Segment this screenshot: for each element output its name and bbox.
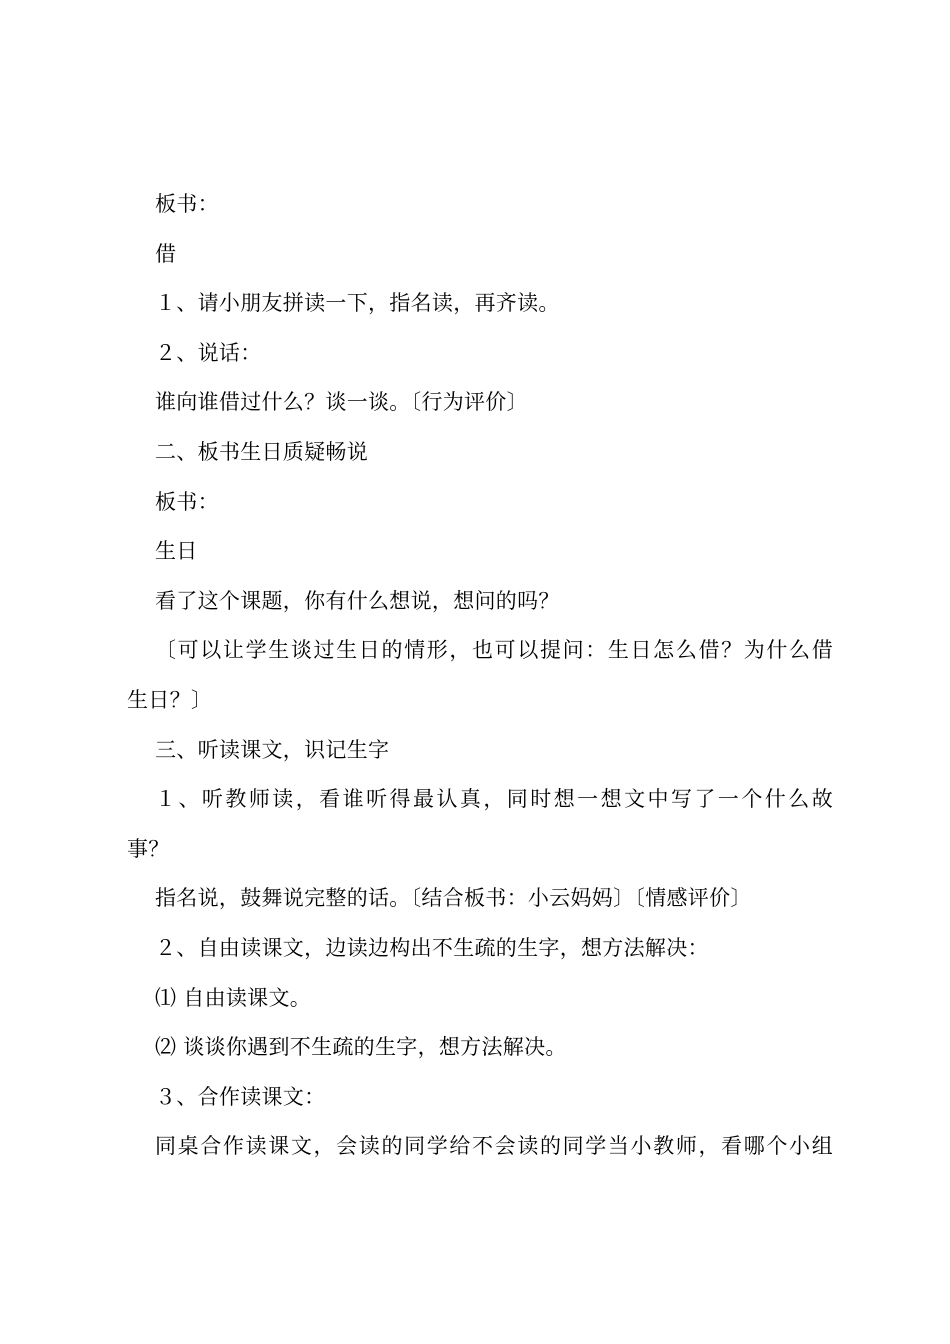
text-line: 〔可以让学生谈过生日的情形，也可以提问：生日怎么借？为什么借	[155, 638, 833, 663]
text-line: 同桌合作读课文，会读的同学给不会读的同学当小教师，看哪个小组	[155, 1134, 833, 1159]
text-line: 借	[155, 241, 177, 266]
document-body	[127, 180, 833, 1172]
text-line: 事？	[127, 836, 170, 861]
text-line: 谁向谁借过什么？谈一谈。〔行为评价〕	[155, 390, 528, 415]
text-line: ３、合作读课文：	[155, 1084, 326, 1109]
section-heading: 二、板书生日质疑畅说	[155, 439, 368, 464]
text-line: 生日	[155, 539, 198, 564]
text-line: ２、自由读课文，边读边构出不生疏的生字，想方法解决：	[155, 935, 709, 960]
text-line: １、请小朋友拼读一下，指名读，再齐读。	[155, 291, 560, 316]
text-line: 看了这个课题，你有什么想说，想问的吗？	[155, 588, 560, 613]
text-line: 指名说，鼓舞说完整的话。〔结合板书：小云妈妈〕〔情感评价〕	[155, 886, 752, 911]
text-line: ２、说话：	[155, 340, 262, 365]
text-line: １、听教师读，看谁听得最认真，同时想一想文中写了一个什么故	[155, 787, 833, 812]
text-line: 板书：	[155, 489, 219, 514]
text-line: 生日？〕	[127, 687, 213, 712]
section-heading: 三、听读课文，识记生字	[155, 737, 390, 762]
text-line: 板书：	[155, 192, 219, 216]
text-line: ⑵ 谈谈你遇到不生疏的生字，想方法解决。	[155, 1035, 567, 1060]
text-line: ⑴ 自由读课文。	[155, 985, 312, 1010]
